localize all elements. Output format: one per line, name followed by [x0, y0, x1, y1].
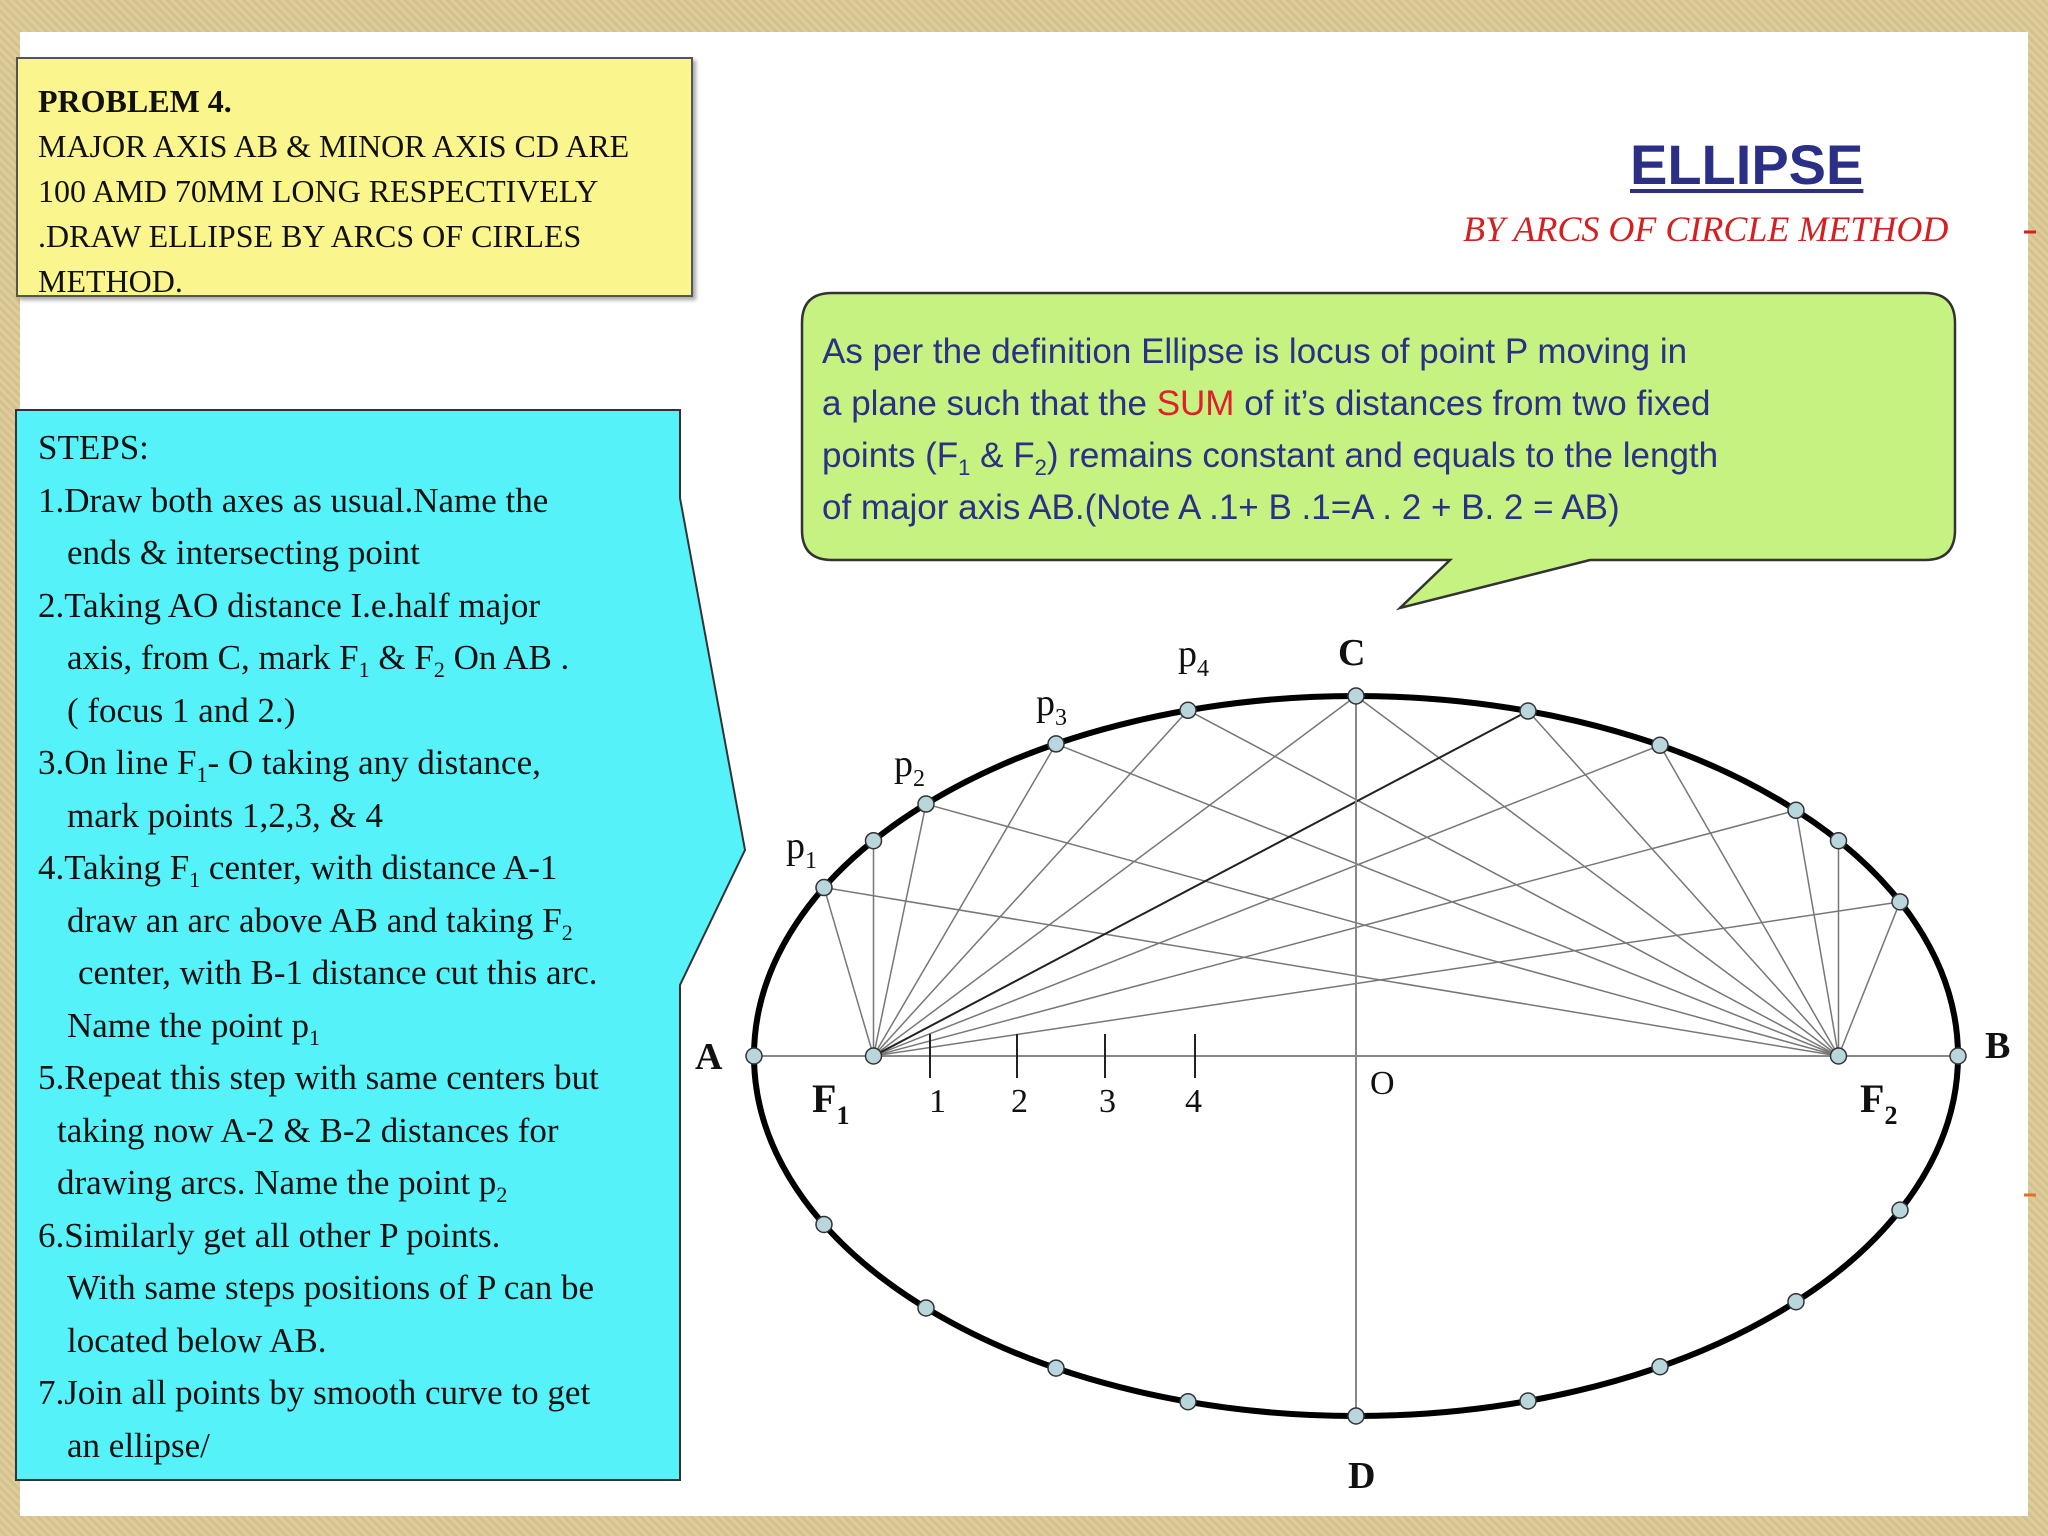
- point-marker: [1788, 802, 1804, 818]
- point-marker: [1520, 1393, 1536, 1409]
- point-marker: [816, 1216, 832, 1232]
- label-p4: $p_4$: [1178, 633, 1209, 682]
- point-marker: [1652, 737, 1668, 753]
- point-marker: [1180, 1394, 1196, 1410]
- label-F1: $F_1$: [812, 1076, 850, 1130]
- label-p2: $p_2$: [894, 743, 925, 792]
- label-F2: $F_2$: [1860, 1076, 1898, 1130]
- label-point-3: 3: [1099, 1083, 1116, 1120]
- point-marker: [1788, 1294, 1804, 1310]
- step-line: 5.Repeat this step with same centers but: [38, 1058, 599, 1097]
- step-line: 3.On line $F_1-$ O taking any distance,: [38, 743, 541, 787]
- point-marker: [746, 1048, 762, 1064]
- page-subtitle: BY ARCS OF CIRCLE METHOD: [1463, 209, 1949, 249]
- definition-line: points ($F_1$ & $F_2$) remains constant and equals to the length: [822, 436, 1719, 480]
- point-marker: [918, 796, 934, 812]
- label-A: A: [695, 1036, 723, 1078]
- focus-line: [1356, 696, 1838, 1056]
- point-marker: [1830, 1048, 1846, 1064]
- step-line: center, with B-1 distance cut this arc.: [78, 953, 598, 992]
- step-line: Name the point $p_1$: [67, 1005, 321, 1050]
- label-point-4: 4: [1185, 1083, 1202, 1120]
- problem-line: .DRAW ELLIPSE BY ARCS OF CIRLES: [38, 218, 582, 254]
- step-line: With same steps positions of P can be: [67, 1268, 595, 1307]
- label-O: O: [1370, 1065, 1395, 1102]
- point-marker: [1830, 833, 1846, 849]
- label-C: C: [1338, 632, 1366, 674]
- focus-line: [874, 710, 1188, 1056]
- point-marker: [866, 1048, 882, 1064]
- point-marker: [1652, 1359, 1668, 1375]
- focus-line: [1528, 711, 1838, 1056]
- problem-line: MAJOR AXIS AB & MINOR AXIS CD ARE: [38, 128, 630, 164]
- step-line: draw an arc above AB and taking $F_2$: [67, 900, 573, 945]
- focus-line: [824, 888, 874, 1056]
- problem-line: METHOD.: [38, 263, 183, 299]
- point-marker: [1048, 736, 1064, 752]
- focus-line: [824, 888, 1838, 1056]
- label-p1: $p_1$: [786, 825, 817, 874]
- point-marker: [1348, 688, 1364, 704]
- point-marker: [1180, 702, 1196, 718]
- point-marker: [1348, 1408, 1364, 1424]
- sum-highlight: SUM: [1156, 384, 1235, 423]
- point-marker: [1048, 1360, 1064, 1376]
- definition-line: As per the definition Ellipse is locus of point P moving in: [822, 332, 1688, 371]
- point-marker: [1892, 894, 1908, 910]
- focus-line: [874, 745, 1660, 1056]
- label-point-2: 2: [1011, 1083, 1028, 1120]
- step-line: axis, from C, mark $F_1$ & $F_2$ On AB .: [67, 638, 570, 682]
- point-marker: [866, 833, 882, 849]
- focus-line: [874, 902, 1900, 1056]
- point-marker: [918, 1300, 934, 1316]
- label-D: D: [1348, 1455, 1376, 1497]
- problem-heading: PROBLEM 4.: [38, 83, 232, 119]
- construction-lines: [824, 696, 1900, 1056]
- focus-line: [1838, 902, 1900, 1056]
- step-line: 6.Similarly get all other P points.: [38, 1215, 501, 1255]
- step-line: 2.Taking AO distance I.e.half major: [38, 585, 540, 625]
- step-line: an ellipse/: [67, 1425, 210, 1465]
- point-marker: [1520, 703, 1536, 719]
- step-line: 7.Join all points by smooth curve to get: [38, 1373, 591, 1412]
- label-point-1: 1: [929, 1083, 946, 1120]
- definition-line: a plane such that the SUM of it’s distances from two fixed: [822, 384, 1711, 423]
- focus-line: [1056, 744, 1838, 1056]
- point-marker: [1892, 1202, 1908, 1218]
- focus-line: [874, 696, 1356, 1056]
- step-line: 1.Draw both axes as usual.Name the: [38, 480, 549, 520]
- point-marker: [1950, 1048, 1966, 1064]
- page-title: ELLIPSE: [1630, 133, 1864, 196]
- highlight-line: [874, 711, 1528, 1056]
- problem-line: 100 AMD 70MM LONG RESPECTIVELY: [38, 173, 599, 209]
- step-line: ends & intersecting point: [67, 533, 420, 572]
- step-line: ( focus 1 and 2.): [67, 690, 296, 730]
- steps-heading: STEPS:: [38, 428, 149, 467]
- step-line: taking now A-2 & B-2 distances for: [57, 1110, 559, 1150]
- label-B: B: [1985, 1025, 2011, 1067]
- step-line: drawing arcs. Name the point $p_2$: [57, 1163, 508, 1207]
- point-marker: [816, 880, 832, 896]
- focus-line: [926, 804, 1838, 1056]
- step-line: mark points 1,2,3, & 4: [67, 795, 383, 835]
- step-line: located below AB.: [67, 1320, 327, 1360]
- label-p3: $p_3$: [1036, 682, 1067, 731]
- focus-line: [1188, 710, 1838, 1056]
- definition-line: of major axis AB.(Note A .1+ B .1=A . 2 + B. 2 = AB): [822, 488, 1620, 527]
- focus-line: [874, 810, 1796, 1056]
- step-line: 4.Taking $F_1$ center, with distance A-1: [38, 848, 558, 892]
